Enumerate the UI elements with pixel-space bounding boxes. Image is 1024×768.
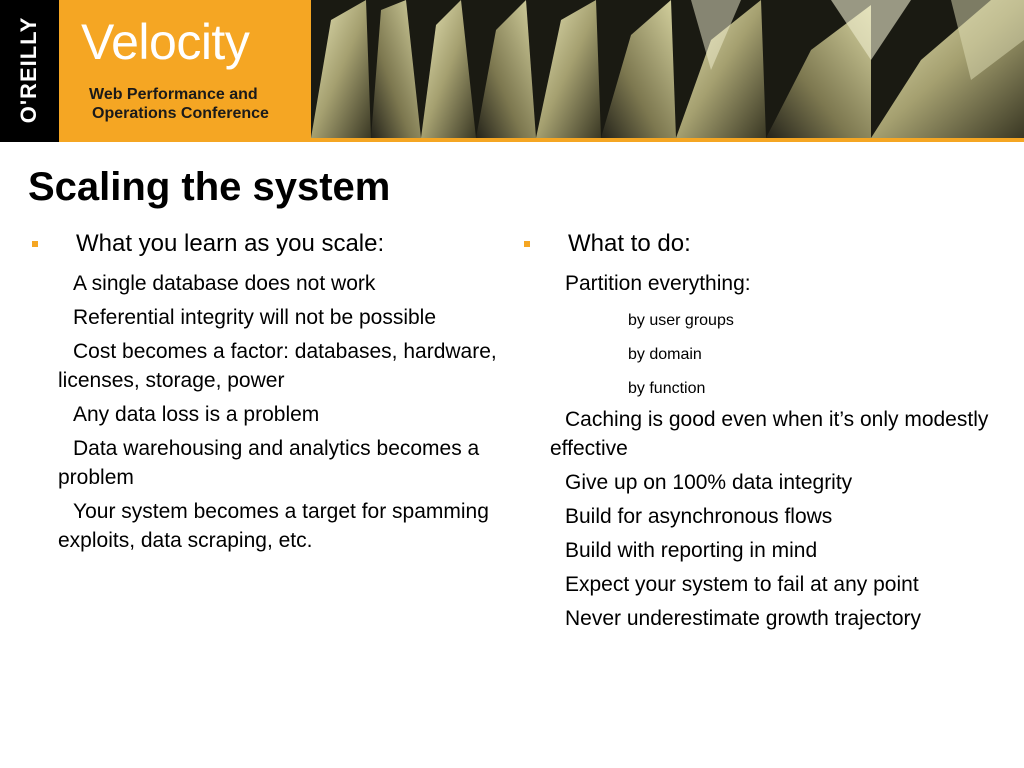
left-bullet-heading (30, 228, 500, 264)
tagline-line-2: Operations Conference (92, 105, 269, 122)
turbine-banner-image (311, 0, 1024, 138)
sub-list-item: by function (628, 380, 706, 397)
slide-title: Scaling the system (28, 165, 391, 209)
publisher-logo (0, 0, 59, 142)
banner-accent-stripe (311, 138, 1024, 142)
list-item: Caching is good even when it’s only modestly effective (550, 408, 989, 460)
list-item: Your system becomes a target for spamming exploits, data scraping, etc. (58, 500, 489, 552)
right-heading-text: What to do: (568, 230, 691, 257)
left-column (30, 228, 500, 555)
conference-header (0, 0, 1024, 142)
sub-list-item: by domain (628, 346, 702, 363)
square-bullet-icon (524, 241, 530, 247)
tagline-line-1: Web Performance and (89, 86, 258, 103)
sub-list-item: by user groups (628, 312, 734, 329)
square-bullet-icon (32, 241, 38, 247)
conference-logo-block (59, 0, 311, 142)
list-item: Build for asynchronous flows (565, 505, 833, 528)
list-item: Any data loss is a problem (73, 403, 320, 426)
publisher-name: O'REILLY (16, 16, 41, 124)
right-column (522, 228, 1002, 633)
conference-name: Velocity (81, 14, 250, 70)
partition-label: Partition everything: (565, 272, 751, 295)
list-item: A single database does not work (73, 272, 376, 295)
list-item: Give up on 100% data integrity (565, 471, 853, 494)
left-heading-text: What you learn as you scale: (76, 230, 385, 257)
list-item: Build with reporting in mind (565, 539, 818, 562)
conference-tagline (89, 85, 309, 123)
right-bullet-heading (522, 228, 1002, 264)
list-item: Expect your system to fail at any point (565, 573, 919, 596)
list-item: Never underestimate growth trajectory (565, 607, 921, 630)
list-item: Cost becomes a factor: databases, hardware, licenses, storage, power (58, 340, 497, 392)
list-item: Data warehousing and analytics becomes a problem (58, 437, 480, 489)
list-item: Referential integrity will not be possible (73, 306, 437, 329)
